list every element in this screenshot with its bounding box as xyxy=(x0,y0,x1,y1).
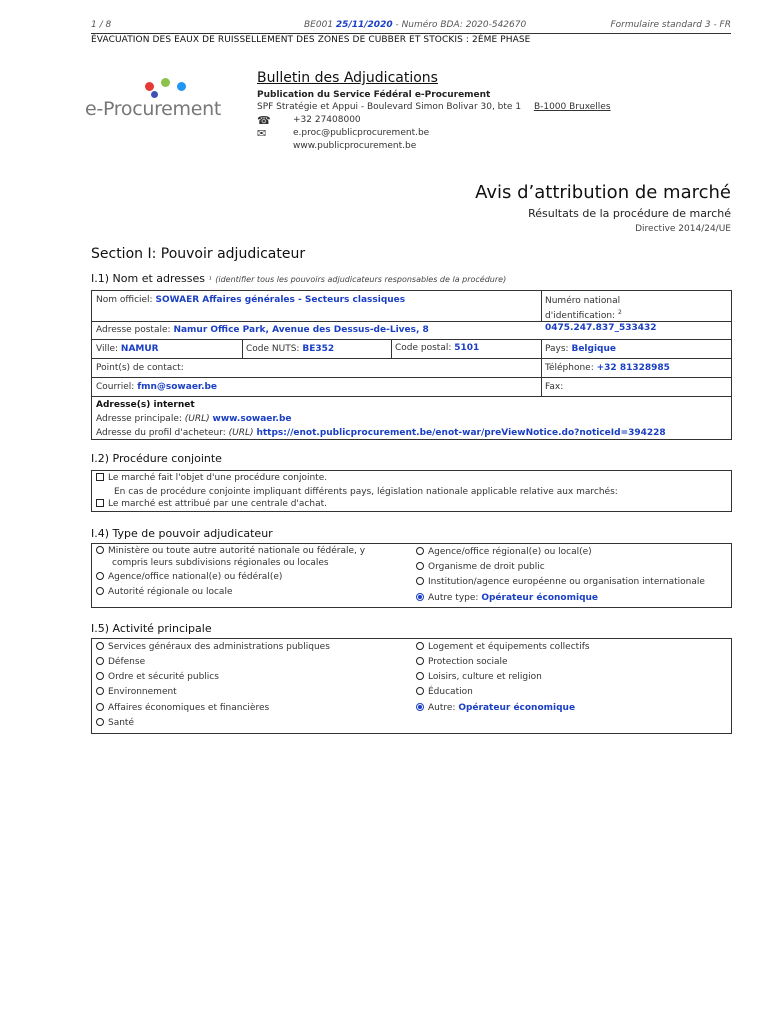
heading-i1: I.1) Nom et adresses ¹ (identifier tous les pouvoirs adjudicateurs responsables de la procédure) xyxy=(91,272,507,285)
section-title: Section I: Pouvoir adjudicateur xyxy=(91,246,306,262)
email: Courriel: fmn@sowaer.be xyxy=(96,382,218,392)
radio-ministry[interactable] xyxy=(96,546,104,554)
logo-dot-blue xyxy=(177,82,186,91)
joint-procedure-checkbox[interactable] xyxy=(96,473,104,481)
logo-text: e-Procurement xyxy=(85,98,222,120)
page-header xyxy=(91,20,731,32)
authority-type-other[interactable]: Autre type: Opérateur économique xyxy=(416,593,598,603)
phone-icon: ☎ xyxy=(257,114,271,127)
publication-date: 25/11/2020 xyxy=(335,20,393,30)
central-purchasing-checkbox[interactable] xyxy=(96,499,104,507)
activity-general-services[interactable]: Services généraux des administrations publiques xyxy=(96,642,330,652)
joint-procedure-box xyxy=(91,470,732,512)
radio-national-agency[interactable] xyxy=(96,572,104,580)
city: Ville: NAMUR xyxy=(96,344,159,354)
activity-health[interactable]: Santé xyxy=(96,718,134,728)
notice-subtitle: Résultats de la procédure de marché xyxy=(528,207,731,220)
authority-type-european-institution[interactable]: Institution/agence européenne ou organisation internationale xyxy=(416,577,705,587)
activity-environment[interactable]: Environnement xyxy=(96,687,177,697)
postal-code: Code postal: 5101 xyxy=(395,343,480,353)
national-id: Numéro national d'identification: $^2$ 0475.247.837_533432 xyxy=(545,296,657,333)
authority-type-box xyxy=(91,543,732,608)
bulletin-title: Bulletin des Adjudications xyxy=(257,70,438,86)
joint-procedure-option[interactable]: Le marché fait l'objet d'une procédure conjointe. xyxy=(96,473,327,483)
logo-dot-indigo xyxy=(151,91,158,98)
form-type: Formulaire standard 3 - FR xyxy=(610,20,731,30)
radio-defence[interactable] xyxy=(96,657,104,665)
radio-health[interactable] xyxy=(96,718,104,726)
notice-title-block xyxy=(475,182,731,234)
radio-other-type-selected[interactable] xyxy=(416,593,424,601)
fax: Fax: xyxy=(545,382,564,392)
main-url-link[interactable]: www.sowaer.be xyxy=(212,414,292,424)
page-number: 1 / 8 xyxy=(91,20,112,30)
country: Pays: Belgique xyxy=(545,344,616,354)
radio-public-order[interactable] xyxy=(96,672,104,680)
radio-regional-authority[interactable] xyxy=(96,587,104,595)
telephone: Téléphone: +32 81328985 xyxy=(545,363,670,373)
project-title: ÉVACUATION DES EAUX DE RUISSELLEMENT DES ZONES DE CUBBER ET STOCKIS : 2ÈME PHASE xyxy=(91,33,731,45)
nuts-code: Code NUTS: BE352 xyxy=(246,344,335,354)
radio-environment[interactable] xyxy=(96,687,104,695)
logo-dot-red xyxy=(145,82,154,91)
activity-public-order[interactable]: Ordre et sécurité publics xyxy=(96,672,219,682)
radio-economic-affairs[interactable] xyxy=(96,703,104,711)
radio-education[interactable] xyxy=(416,687,424,695)
bulletin-address: SPF Stratégie et Appui - Boulevard Simon Bolivar 30, bte 1 B-1000 Bruxelles xyxy=(257,102,611,112)
central-purchasing-option[interactable]: Le marché est attribué par une centrale d'achat. xyxy=(96,499,327,509)
activity-education[interactable]: Éducation xyxy=(416,687,473,697)
radio-other-activity-selected[interactable] xyxy=(416,703,424,711)
authority-type-regional-authority[interactable]: Autorité régionale ou locale xyxy=(96,587,232,597)
bulletin-web: www.publicprocurement.be xyxy=(293,141,417,151)
radio-social-protection[interactable] xyxy=(416,657,424,665)
postal-address: Adresse postale: Namur Office Park, Avenue des Dessus-de-Lives, 8 xyxy=(96,325,429,335)
notice-directive: Directive 2014/24/UE xyxy=(635,224,731,234)
heading-i2: I.2) Procédure conjointe xyxy=(91,452,222,465)
bda-number: - Numéro BDA: 2020-542670 xyxy=(395,20,527,30)
bulletin-subtitle: Publication du Service Fédéral e-Procurement xyxy=(257,90,491,100)
envelope-icon: ✉ xyxy=(257,127,267,140)
notice-reference: BE001 25/11/2020 - Numéro BDA: 2020-542670 xyxy=(304,20,527,30)
radio-public-body[interactable] xyxy=(416,562,424,570)
logo-dot-green xyxy=(161,78,170,87)
buyer-profile-link[interactable]: https://enot.publicprocurement.be/enot-war/preViewNotice.do?noticeId=394228 xyxy=(256,428,666,438)
e-procurement-logo xyxy=(85,78,225,123)
contact-point: Point(s) de contact: xyxy=(96,363,184,373)
joint-procedure-law: En cas de procédure conjointe impliquant différents pays, législation nationale applicable relative aux marchés: xyxy=(114,487,618,497)
activity-social-protection[interactable]: Protection sociale xyxy=(416,657,508,667)
heading-i5: I.5) Activité principale xyxy=(91,622,212,635)
contracting-authority-table xyxy=(91,290,732,440)
activity-housing[interactable]: Logement et équipements collectifs xyxy=(416,642,590,652)
activity-defence[interactable]: Défense xyxy=(96,657,145,667)
radio-housing[interactable] xyxy=(416,642,424,650)
radio-regional-agency[interactable] xyxy=(416,547,424,555)
radio-general-services[interactable] xyxy=(96,642,104,650)
internet-addresses: Adresse(s) internet Adresse principale: (URL) www.sowaer.be Adresse du profil d'acheteur: (URL) https://enot.publicprocurement.be/enot-war/preViewNotice.do?noticeId=394228 xyxy=(96,400,666,438)
bulletin-phone: ☎ +32 27408000 xyxy=(257,114,361,127)
radio-recreation[interactable] xyxy=(416,672,424,680)
authority-type-regional-agency[interactable]: Agence/office régional(e) ou local(e) xyxy=(416,547,592,557)
bulletin-email: ✉ e.proc@publicprocurement.be xyxy=(257,127,430,140)
heading-i4: I.4) Type de pouvoir adjudicateur xyxy=(91,527,273,540)
official-name: Nom officiel: SOWAER Affaires générales - Secteurs classiques xyxy=(96,295,406,305)
bulletin-info xyxy=(257,70,611,151)
radio-european-institution[interactable] xyxy=(416,577,424,585)
authority-type-public-body[interactable]: Organisme de droit public xyxy=(416,562,545,572)
notice-title: Avis d’attribution de marché xyxy=(475,182,731,203)
activity-recreation[interactable]: Loisirs, culture et religion xyxy=(416,672,542,682)
authority-type-ministry-cont: compris leurs subdivisions régionales ou locales xyxy=(112,558,329,568)
activity-economic-affairs[interactable]: Affaires économiques et financières xyxy=(96,703,269,713)
authority-type-national-agency[interactable]: Agence/office national(e) ou fédéral(e) xyxy=(96,572,282,582)
authority-type-ministry[interactable]: Ministère ou toute autre autorité nationale ou fédérale, y xyxy=(96,546,365,556)
activity-other[interactable]: Autre: Opérateur économique xyxy=(416,703,575,713)
main-activity-box xyxy=(91,638,732,734)
bulletin-city: B-1000 Bruxelles xyxy=(533,102,611,112)
